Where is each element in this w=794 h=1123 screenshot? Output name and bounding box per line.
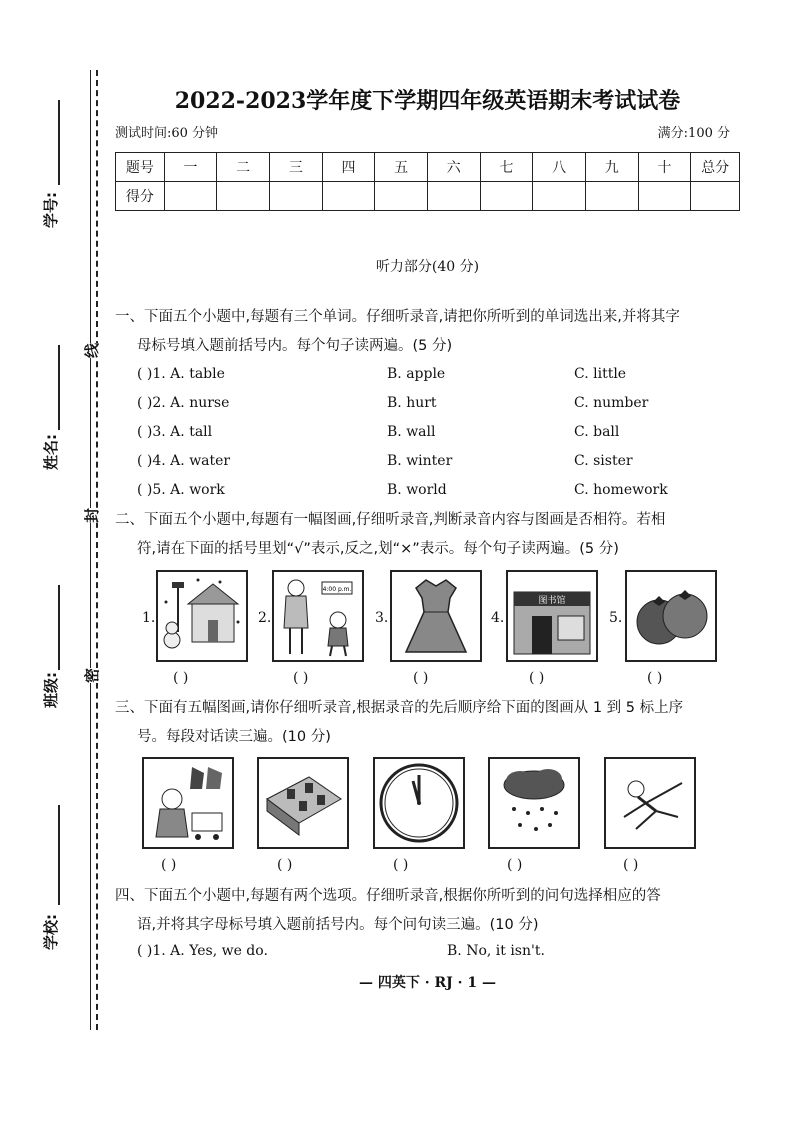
full-score: 满分:100 分 [657,126,730,141]
seal-char-feng: 封 [83,507,102,524]
q4-item-1[interactable] [137,943,737,965]
score-input-cell[interactable] [375,182,428,211]
score-table-header-row [116,153,740,182]
q3-answer-1[interactable]: ( ) [161,857,177,873]
score-input-cell[interactable] [322,182,375,211]
q3-answer-4[interactable]: ( ) [507,857,523,873]
q1-text-line1: 一、下面五个小题中,每题有三个单词。仔细听录音,请把你所听到的单词选出来,并将其字 [115,309,680,325]
score-input-cell[interactable] [585,182,638,211]
q1-item-a: ( )4. A. water [137,453,231,469]
q4-item-1-b: B. No, it isn't. [447,943,545,959]
q2-instructions [115,506,740,564]
q1-item-c: C. homework [574,482,668,498]
q1-item-3[interactable] [137,424,737,446]
q4-text-line1: 四、下面五个小题中,每题有两个选项。仔细听录音,根据你所听到的问句选择相应的答 [115,888,661,904]
score-cell: 八 [533,153,586,182]
q2-tomatoes-picture [625,570,717,662]
score-cell: 题号 [116,153,165,182]
q1-item-a: ( )2. A. nurse [137,395,230,411]
score-cell: 十 [638,153,691,182]
q1-item-c: C. little [574,366,627,382]
seal-char-xian: 线 [83,342,102,359]
q3-instructions [115,694,740,752]
score-input-cell[interactable] [691,182,740,211]
student-no-line [58,100,60,185]
q1-item-a: ( )5. A. work [137,482,225,498]
score-input-cell[interactable] [164,182,217,211]
test-time: 测试时间:60 分钟 [115,126,219,141]
class-label: 班级: [42,672,60,708]
q2-num-1: 1. [142,610,156,626]
q1-item-a: ( )1. A. table [137,366,225,382]
q2-answer-2[interactable]: ( ) [293,670,309,686]
score-input-cell[interactable] [533,182,586,211]
q2-snowy-house-picture [156,570,248,662]
q1-item-b: B. winter [387,453,453,469]
score-input-cell[interactable] [638,182,691,211]
q1-item-c: C. number [574,395,649,411]
q1-item-b: B. apple [387,366,446,382]
score-label-cell: 得分 [116,182,165,211]
score-input-cell[interactable] [217,182,270,211]
q3-rainy-picture [488,757,580,849]
seal-dashed-line [96,70,98,1030]
score-cell: 四 [322,153,375,182]
q1-item-c: C. sister [574,453,633,469]
seal-solid-line [90,70,91,1030]
q2-num-4: 4. [491,610,505,626]
q3-running-boy-picture [604,757,696,849]
score-table [115,152,740,211]
q2-answer-1[interactable]: ( ) [173,670,189,686]
student-no-label: 学号: [42,192,60,228]
q1-item-a: ( )3. A. tall [137,424,213,440]
q1-item-b: B. wall [387,424,436,440]
seal-char-mi: 密 [83,667,102,684]
school-label: 学校: [42,914,60,950]
q1-item-4[interactable] [137,453,737,475]
score-cell: 三 [270,153,323,182]
q3-answer-5[interactable]: ( ) [623,857,639,873]
q2-num-3: 3. [375,610,389,626]
school-line [58,805,60,905]
score-cell: 六 [427,153,480,182]
class-line [58,585,60,670]
page-footer: — 四英下 · RJ · 1 — [359,975,496,991]
score-input-cell[interactable] [480,182,533,211]
score-cell: 总分 [691,153,740,182]
q3-classroom-picture [257,757,349,849]
q2-library-picture [506,570,598,662]
q3-text-line1: 三、下面有五幅图画,请你仔细听录音,根据录音的先后顺序给下面的图画从 1 到 5 标上序 [115,700,684,716]
q1-item-b: B. hurt [387,395,437,411]
q1-item-c: C. ball [574,424,620,440]
q4-item-1-a: ( )1. A. Yes, we do. [137,943,268,959]
score-cell: 一 [164,153,217,182]
score-cell: 七 [480,153,533,182]
q3-text-line2: 号。每段对话读三遍。(10 分) [137,729,331,745]
q3-answer-2[interactable]: ( ) [277,857,293,873]
score-table-score-row [116,182,740,211]
name-line [58,345,60,430]
score-input-cell[interactable] [270,182,323,211]
q3-clock-picture [373,757,465,849]
page-title: 2022-2023学年度下学期四年级英语期末考试试卷 [174,88,681,114]
q2-text-line2: 符,请在下面的括号里划“√”表示,反之,划“×”表示。每个句子读两遍。(5 分) [137,541,619,557]
score-cell: 二 [217,153,270,182]
listening-section-header: 听力部分(40 分) [375,259,480,275]
q1-text-line2: 母标号填入题前括号内。每个句子读两遍。(5 分) [137,338,453,354]
q3-answer-3[interactable]: ( ) [393,857,409,873]
score-input-cell[interactable] [427,182,480,211]
q1-item-2[interactable] [137,395,737,417]
q2-text-line1: 二、下面五个小题中,每题有一幅图画,仔细听录音,判断录音内容与图画是否相符。若相 [115,512,666,528]
score-cell: 五 [375,153,428,182]
q1-item-b: B. world [387,482,447,498]
q2-num-2: 2. [258,610,272,626]
q4-text-line2: 语,并将其字母标号填入题前括号内。每个问句读三遍。(10 分) [137,917,539,933]
clock-label: 4:00 p.m. [322,586,352,593]
q2-answer-3[interactable]: ( ) [413,670,429,686]
q2-teacher-student-picture [272,570,364,662]
score-cell: 九 [585,153,638,182]
q1-item-1[interactable] [137,366,737,388]
q2-dress-picture [390,570,482,662]
q1-item-5[interactable] [137,482,737,504]
q2-num-5: 5. [609,610,623,626]
binding-margin [0,0,110,1123]
library-sign: 图书馆 [538,596,566,606]
q3-shopping-picture [142,757,234,849]
q4-instructions [115,882,740,940]
q2-answer-4[interactable]: ( ) [529,670,545,686]
q1-instructions [115,303,740,361]
q2-answer-5[interactable]: ( ) [647,670,663,686]
name-label: 姓名: [42,434,60,470]
